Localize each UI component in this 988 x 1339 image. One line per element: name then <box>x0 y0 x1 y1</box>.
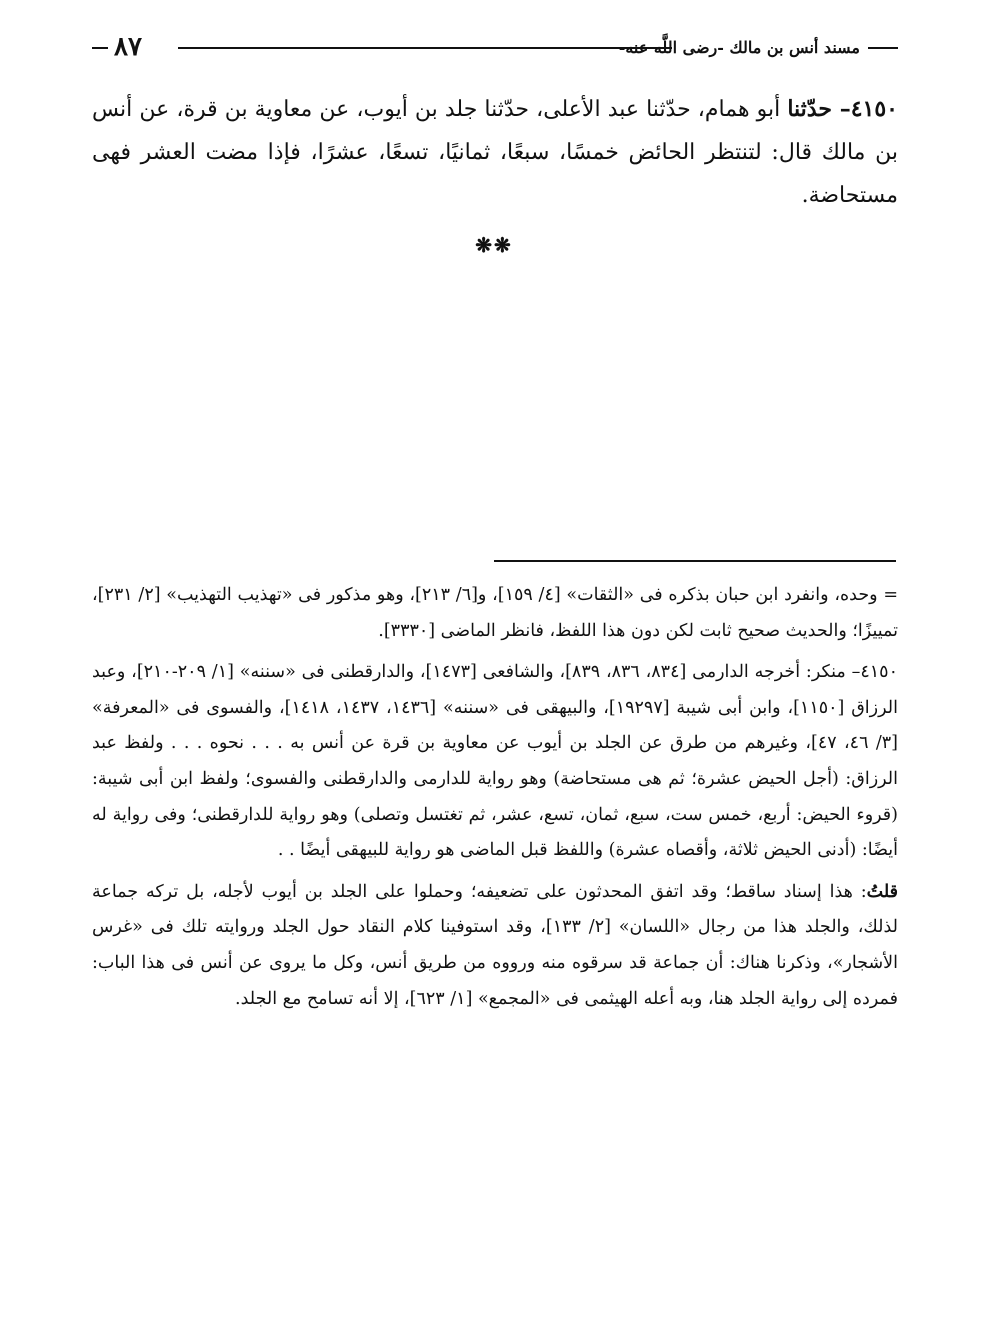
hadith-lead-word: حدّثنا <box>787 96 832 122</box>
footnotes <box>92 578 898 1023</box>
running-header <box>92 30 898 64</box>
footnote-qult <box>92 875 898 1017</box>
footnote-rule <box>494 560 896 562</box>
header-rule-middle <box>178 47 672 49</box>
hadith-dash: – <box>831 96 851 122</box>
header-rule-right <box>868 47 898 49</box>
page-number: ٨٧ <box>114 32 142 62</box>
footnote-4150: ٤١٥٠– منكر: أخرجه الدارمى [٨٣٤، ٨٣٦، ٨٣٩]، والشافعى [١٤٧٣]، والدارقطنى فى «سننه» [١/ ٢٠٩-٢١٠]، وعبد الرزاق [١١٥٠]، وابن أبى شيبة [١٩٢٩٧]، والبيهقى فى «سننه» [١٤٣٦، ١٤٣٧، ١٤١٨]، والفسوى فى «المعرفة» [٣/ ٤٦، ٤٧]، وغيرهم من طرق عن الجلد بن أيوب عن معاوية بن قرة عن أنس به . . . نحوه . . . ولفظ عبد الرزاق: (أجل الحيض عشرة؛ ثم هى مستحاضة) وهو رواية للدارمى والدارقطنى والفسوى؛ ولفظ ابن أبى شيبة: (قروء الحيض: أربع، خمس ست، سبع، ثمان، تسع، عشر، ثم تغتسل وتصلى) وهو رواية للدارقطنى؛ وفى رواية له أيضًا: (أدنى الحيض ثلاثة، وأقصاه عشرة) واللفظ قبل الماضى هو رواية للبيهقى أيضًا . . <box>92 662 898 861</box>
hadith-text <box>92 88 898 217</box>
qult-text: : هذا إسناد ساقط؛ وقد اتفق المحدثون على تضعيفه؛ وحملوا على الجلد بن أيوب لأجله، بل تركه جماعة لذلك، والجلد هذا من رجال «اللسان» [٢/ ١٣٣]، وقد استوفينا كلام النقاد حول الجلد وروايته تلك فى «غرس الأشجار»، وذكرنا هناك: أن جماعة قد سرقوه منه ورووه من طريق أنس، وكل ما يروى عن أنس فى هذا الباب: فمرده إلى رواية الجلد هنا، وبه أعله الهيثمى فى «المجمع» [١/ ٦٢٣]، إلا أنه تسامح مع الجلد. <box>92 881 898 1009</box>
header-rule-left <box>92 47 108 49</box>
hadith-body: أبو همام، حدّثنا عبد الأعلى، حدّثنا جلد بن أيوب، عن معاوية بن قرة، عن أنس بن مالك قال: لتنتظر الحائض خمسًا، سبعًا، ثمانيًا، تسعًا، عشرًا، فإذا مضت العشر فهى مستحاضة. <box>92 97 898 208</box>
running-title: مسند أنس بن مالك -رضى اللَّه عنه- <box>618 38 860 57</box>
hadith-number: ٤١٥٠ <box>850 96 898 122</box>
qult-label: قلتُ <box>866 881 898 902</box>
footnote-continuation: = وحده، وانفرد ابن حبان بذكره فى «الثقات» [٤/ ١٥٩]، و[٦/ ٢١٣]، وهو مذكور فى «تهذيب التهذيب» [٢/ ٢٣١]، تمييزًا؛ والحديث صحيح ثابت لكن دون هذا اللفظ، فانظر الماضى [٣٣٣٠]. <box>92 585 899 641</box>
section-separator: ❋❋ <box>475 233 513 257</box>
